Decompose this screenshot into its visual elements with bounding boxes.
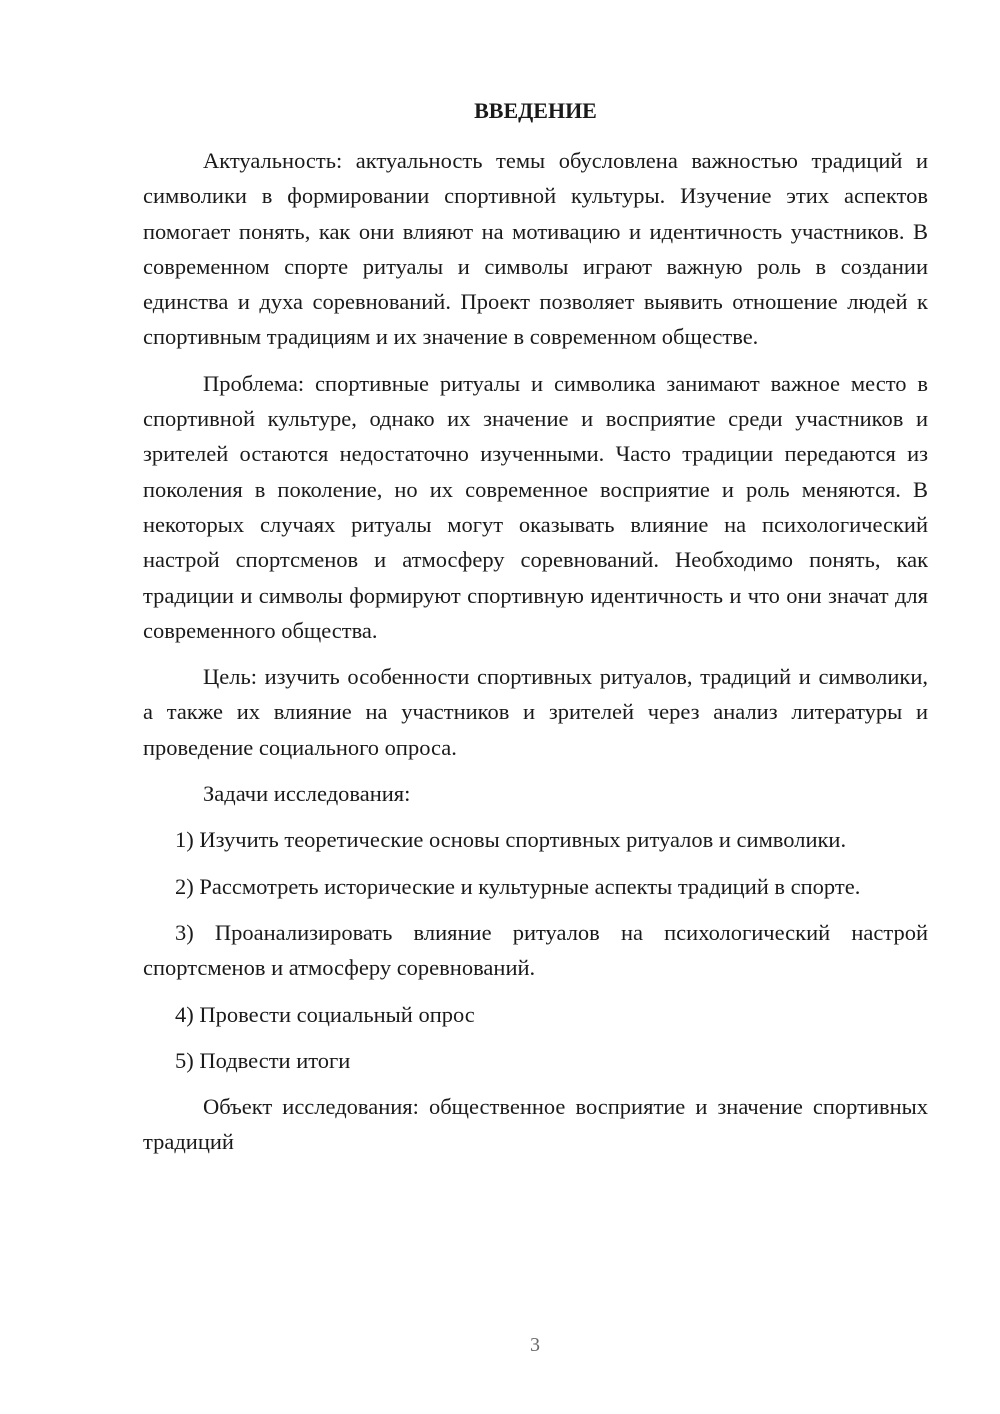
list-item-task-2: 2) Рассмотреть исторические и культурные аспекты традиций в спорте. xyxy=(175,873,861,899)
page-title: ВВЕДЕНИЕ xyxy=(474,98,597,123)
list-item-task-4: 4) Провести социальный опрос xyxy=(175,1001,475,1027)
paragraph-tasks-heading: Задачи исследования: xyxy=(203,781,411,807)
list-item-task-3: 3) Проанализировать влияние ритуалов на психологический настрой спортсменов и атмосферу соревнований. xyxy=(143,919,928,981)
paragraph-object: Объект исследования: общественное восприятие и значение спортивных традиций xyxy=(143,1094,928,1155)
paragraph-relevance: Актуальность: актуальность темы обусловлена важностью традиций и символики в формировании спортивной культуры. Изучение этих аспектов помогает понять, как они влияют на мотивацию и идентичность участников. В современном спорте ритуалы и символы играют важную роль в создании единства и духа соревнований. Проект позволяет выявить отношение людей к спортивным традициям и их значение в современном обществе. xyxy=(143,148,928,350)
paragraph-problem: Проблема: спортивные ритуалы и символика занимают важное место в спортивной культуре, однако их значение и восприятие среди участников и зрителей остаются недостаточно изученными. Часто традиции передаются из поколения в поколение, но их современное восприятие и роль меняются. В некоторых случаях ритуалы могут оказывать влияние на психологический настрой спортсменов и атмосферу соревнований. Необходимо понять, как традиции и символы формируют спортивную идентичность и что они значат для современного общества. xyxy=(143,370,928,643)
list-item-task-5: 5) Подвести итоги xyxy=(175,1047,351,1073)
list-item-task-1: 1) Изучить теоретические основы спортивных ритуалов и символики. xyxy=(175,827,847,853)
page-number: 3 xyxy=(530,1334,540,1356)
paragraph-goal: Цель: изучить особенности спортивных ритуалов, традиций и символики, а также их влияние на участников и зрителей через анализ литературы и проведение социального опроса. xyxy=(143,664,928,760)
body-text xyxy=(143,143,928,1171)
